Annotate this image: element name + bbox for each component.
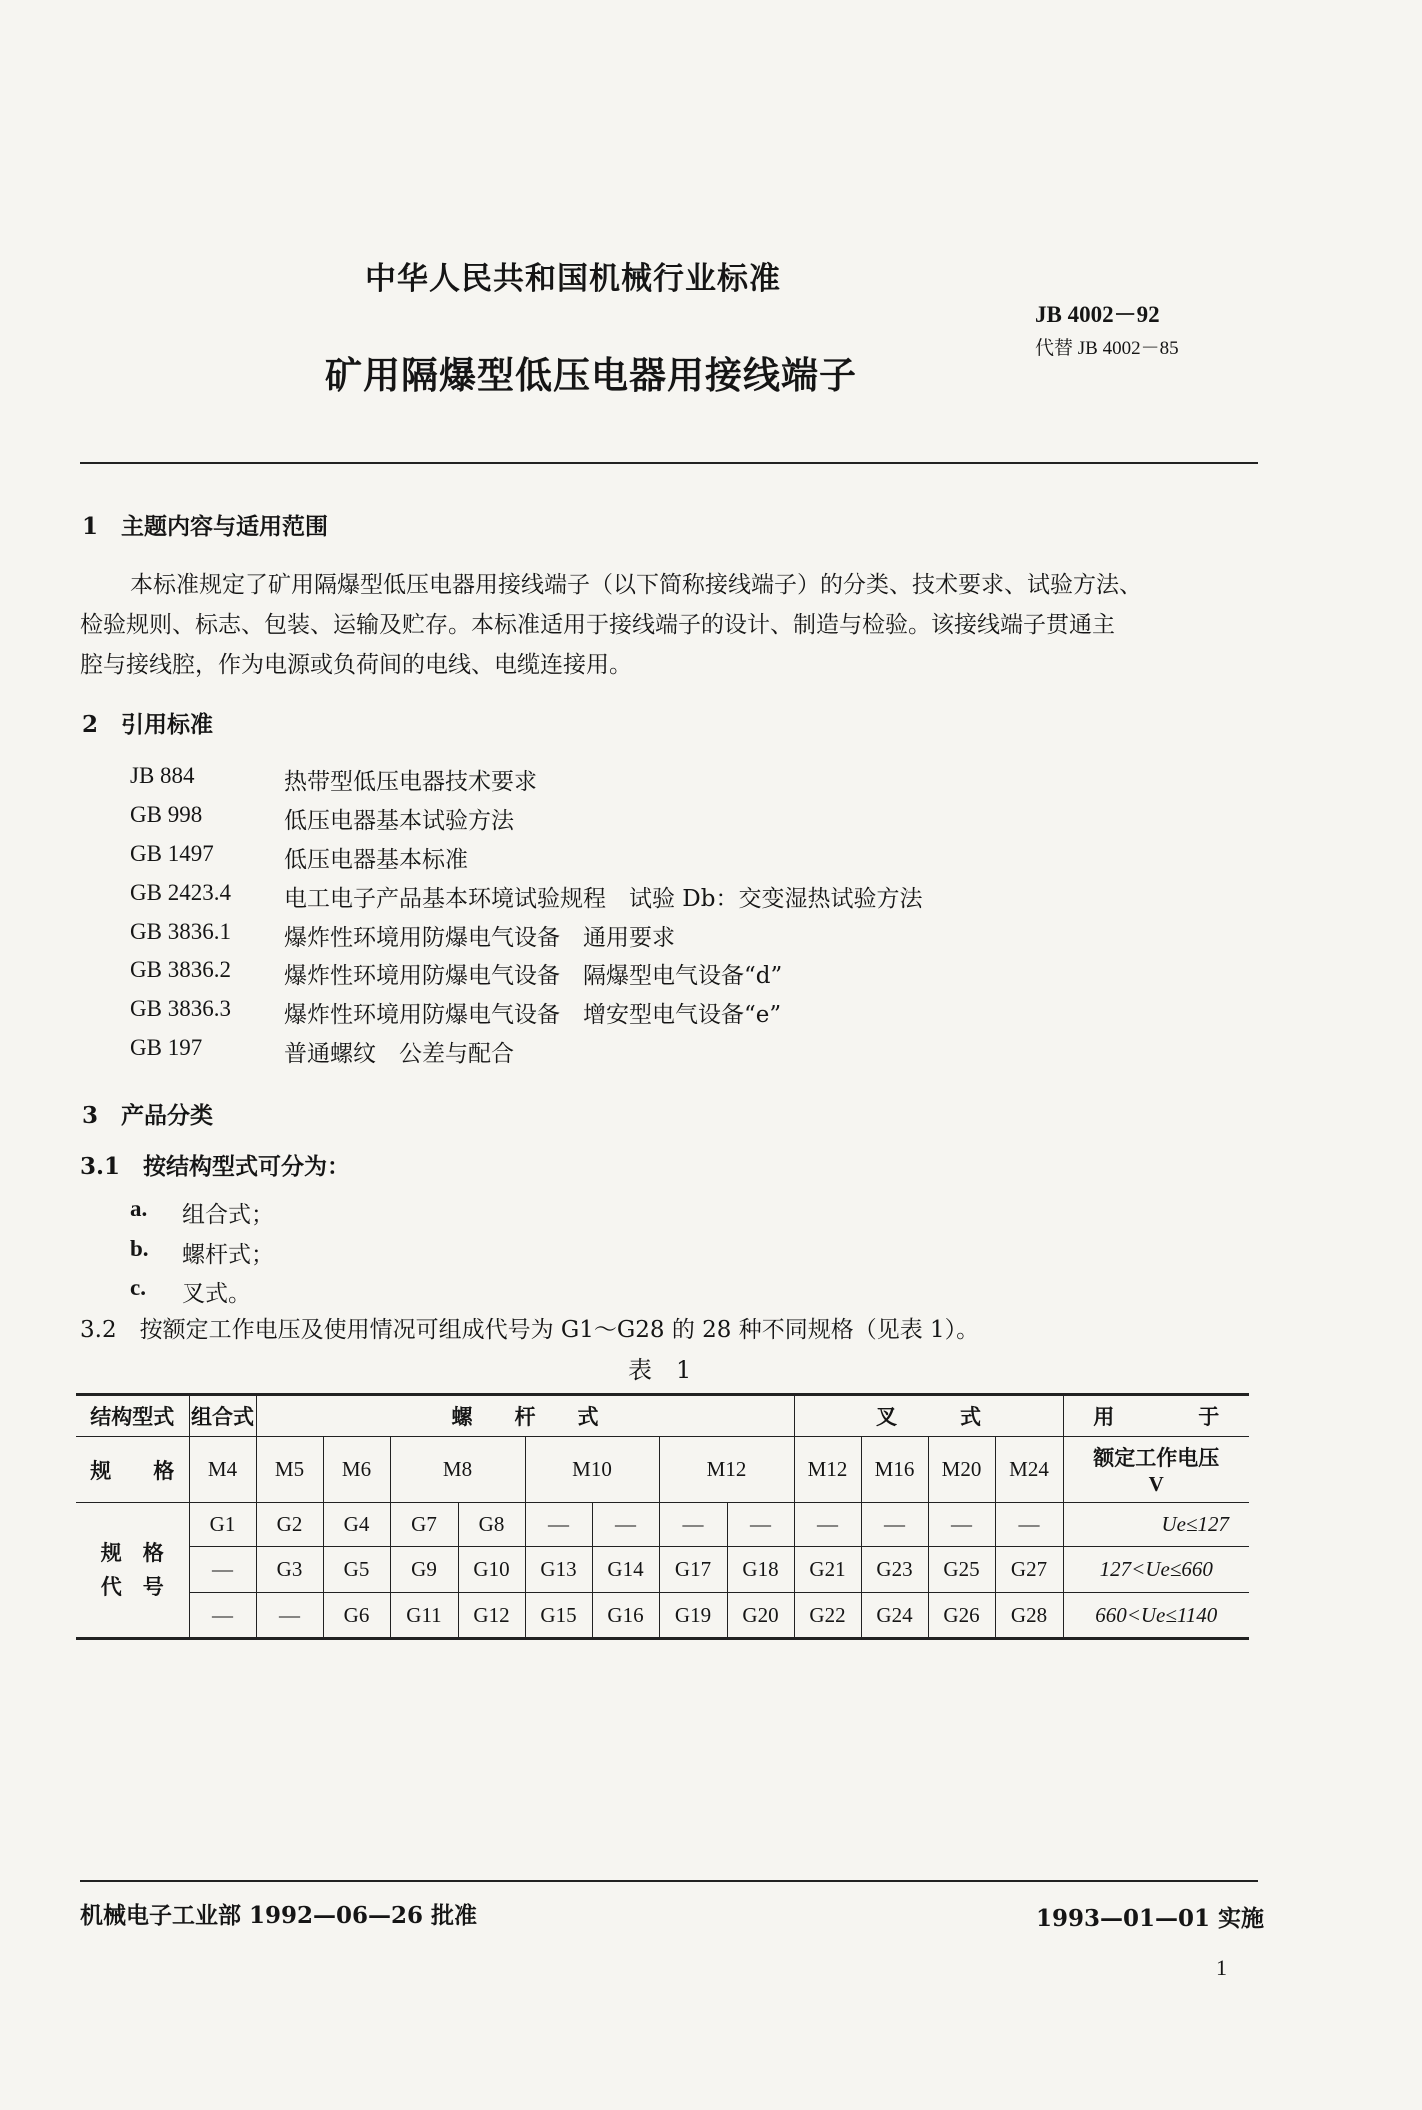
code-cell: G5 [323, 1547, 390, 1593]
code-cell: G19 [659, 1593, 727, 1639]
section-1-line-2: 检验规则、标志、包装、运输及贮存。本标准适用于接线端子的设计、制造与检验。该接线端子贯通主 [80, 612, 1115, 638]
spec-cell: M10 [525, 1437, 659, 1503]
reference-title: 普通螺纹 公差与配合 [284, 1041, 514, 1067]
replaces-standard: 代替 JB 4002－85 [1035, 338, 1179, 359]
spec-cell: M4 [189, 1437, 256, 1503]
table-spec-row [76, 1437, 1249, 1503]
code-cell: G3 [256, 1547, 323, 1593]
code-cell: G24 [861, 1593, 928, 1639]
reference-title: 爆炸性环境用防爆电气设备 隔爆型电气设备“d” [284, 963, 783, 989]
code-cell: G1 [189, 1503, 256, 1547]
list-item: 螺杆式； [182, 1242, 274, 1268]
code-cell: — [794, 1503, 861, 1547]
code-cell: G4 [323, 1503, 390, 1547]
reference-title: 热带型低压电器技术要求 [284, 769, 537, 795]
list-item: 叉式。 [182, 1281, 251, 1307]
reference-title: 低压电器基本标准 [284, 847, 468, 873]
section-3-heading: 3 产品分类 [82, 1102, 214, 1129]
code-cell: G6 [323, 1593, 390, 1639]
list-item: 组合式； [182, 1202, 274, 1228]
code-cell: G10 [458, 1547, 525, 1593]
spec-cell: M5 [256, 1437, 323, 1503]
code-cell: G20 [727, 1593, 794, 1639]
section-3-1: 3.1 按结构型式可分为： [80, 1153, 351, 1180]
section-2-heading: 2 引用标准 [82, 711, 214, 738]
section-1-line-1: 本标准规定了矿用隔爆型低压电器用接线端子（以下简称接线端子）的分类、技术要求、试验方法、 [130, 572, 1142, 598]
code-cell: G17 [659, 1547, 727, 1593]
reference-code: GB 3836.2 [130, 957, 231, 982]
header-structure-type: 结构型式 [76, 1395, 189, 1437]
section-1-heading: 1 主题内容与适用范围 [82, 513, 329, 540]
code-cell: G21 [794, 1547, 861, 1593]
header-combination: 组合式 [189, 1395, 256, 1437]
header-rated-voltage [1063, 1437, 1249, 1503]
list-item-label: b. [130, 1236, 149, 1261]
reference-title: 爆炸性环境用防爆电气设备 增安型电气设备“e” [284, 1002, 782, 1028]
table-caption: 表 1 [628, 1356, 692, 1384]
header-used-for: 用 于 [1063, 1395, 1249, 1437]
table-row [76, 1547, 1249, 1593]
reference-code: GB 1497 [130, 841, 214, 866]
header-divider [80, 462, 1258, 464]
code-cell: G15 [525, 1593, 592, 1639]
code-cell: G22 [794, 1593, 861, 1639]
specification-table [76, 1393, 1249, 1640]
spec-cell: M20 [928, 1437, 995, 1503]
section-3-2: 3.2 按额定工作电压及使用情况可组成代号为 G1～G28 的 28 种不同规格（见表 1）。 [80, 1317, 980, 1343]
reference-code: GB 3836.3 [130, 996, 231, 1021]
voltage-range-cell: 660<Ue≤1140 [1063, 1593, 1249, 1639]
code-cell: G7 [390, 1503, 458, 1547]
code-cell: G16 [592, 1593, 659, 1639]
code-cell: G9 [390, 1547, 458, 1593]
page-number: 1 [1216, 1955, 1227, 1980]
spec-cell: M12 [794, 1437, 861, 1503]
header-spec: 规 格 [76, 1437, 189, 1503]
header-spec-code: 规 格 代 号 [76, 1503, 189, 1639]
code-cell: G12 [458, 1593, 525, 1639]
spec-cell: M16 [861, 1437, 928, 1503]
reference-code: JB 884 [130, 763, 195, 788]
footer-divider [80, 1880, 1258, 1882]
code-cell: G14 [592, 1547, 659, 1593]
code-cell: G27 [995, 1547, 1063, 1593]
code-cell: — [928, 1503, 995, 1547]
code-cell: — [525, 1503, 592, 1547]
section-1-line-3: 腔与接线腔，作为电源或负荷间的电线、电缆连接用。 [80, 652, 632, 678]
code-cell: — [861, 1503, 928, 1547]
code-cell: — [727, 1503, 794, 1547]
table-row [76, 1503, 1249, 1547]
effective-date: 1993—01—01 实施 [1036, 1905, 1265, 1932]
code-cell: G25 [928, 1547, 995, 1593]
approval-line: 机械电子工业部 1992—06—26 批准 [80, 1902, 478, 1929]
voltage-range-cell: Ue≤127 [1063, 1503, 1249, 1547]
header-screw-type: 螺 杆 式 [256, 1395, 794, 1437]
reference-title: 爆炸性环境用防爆电气设备 通用要求 [284, 925, 675, 951]
code-cell: G2 [256, 1503, 323, 1547]
code-cell: G26 [928, 1593, 995, 1639]
reference-code: GB 998 [130, 802, 203, 827]
spec-cell: M6 [323, 1437, 390, 1503]
code-cell: G18 [727, 1547, 794, 1593]
code-cell: — [592, 1503, 659, 1547]
voltage-range-cell: 127<Ue≤660 [1063, 1547, 1249, 1593]
table-header-row [76, 1395, 1249, 1437]
header-fork-type: 叉 式 [794, 1395, 1063, 1437]
document-title: 矿用隔爆型低压电器用接线端子 [325, 353, 857, 397]
code-cell: G13 [525, 1547, 592, 1593]
reference-title: 低压电器基本试验方法 [284, 808, 514, 834]
reference-title: 电工电子产品基本环境试验规程 试验 Db：交变湿热试验方法 [284, 886, 923, 912]
code-cell: — [189, 1593, 256, 1639]
code-cell: — [995, 1503, 1063, 1547]
code-cell: — [256, 1593, 323, 1639]
code-cell: G8 [458, 1503, 525, 1547]
reference-code: GB 197 [130, 1035, 203, 1060]
rated-voltage-unit: V [1148, 1472, 1164, 1496]
list-item-label: a. [130, 1196, 148, 1221]
spec-cell: M24 [995, 1437, 1063, 1503]
list-item-label: c. [130, 1275, 146, 1300]
reference-code: GB 2423.4 [130, 880, 231, 905]
spec-cell: M8 [390, 1437, 525, 1503]
code-cell: G28 [995, 1593, 1063, 1639]
issuing-organization: 中华人民共和国机械行业标准 [365, 261, 781, 297]
code-cell: — [659, 1503, 727, 1547]
spec-cell: M12 [659, 1437, 794, 1503]
reference-code: GB 3836.1 [130, 919, 231, 944]
code-cell: — [189, 1547, 256, 1593]
rated-voltage-label: 额定工作电压 [1093, 1446, 1220, 1470]
standard-code: JB 4002－92 [1035, 302, 1160, 327]
code-cell: G23 [861, 1547, 928, 1593]
code-cell: G11 [390, 1593, 458, 1639]
table-row [76, 1593, 1249, 1639]
